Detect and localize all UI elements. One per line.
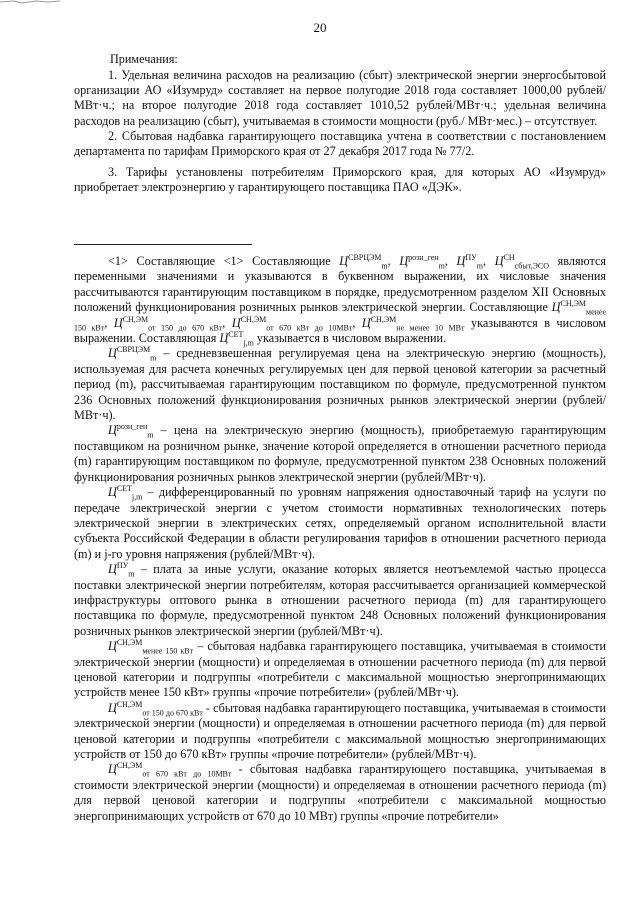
note-item: 3. Тарифы установлены потребителям Приморского края, для которых АО «Изумруд» приобретает электроэнергию у гарантирующего поставщика ПАО «ДЭК». bbox=[74, 165, 606, 195]
sub: m bbox=[128, 569, 135, 579]
symbol-c: Ц bbox=[456, 254, 466, 268]
page-number: 20 bbox=[313, 20, 327, 35]
sup: СН,ЭМ bbox=[116, 761, 143, 771]
sup: розн_ген bbox=[116, 422, 148, 432]
sub: m bbox=[150, 353, 157, 363]
footnote-text: являются переменными значениями и указываются в буквенном выражении, их числовые значения рассчитываются гарантирующим поставщиком в порядке, предусмотренном разделом XII Основных положений функционирования розничных рынков электрической энергии. Составляющие bbox=[74, 254, 606, 315]
sub: от 150 до 670 кВт bbox=[148, 323, 223, 333]
footnote-block bbox=[74, 254, 606, 824]
definition-text: – цена на электрическую энергию (мощность), приобретаемую гарантирующим поставщиком на розничном рынке, значение которой определяется в отношении расчетного периода (m) гарантирующим поставщиком по формуле, предусмотренной пунктом 238 Основных положений функционирования розничных рынков электрической энергии (рублей/МВт·ч). bbox=[74, 423, 606, 484]
sup: СН bbox=[503, 252, 515, 262]
footnote-text: указываются в числовом выражении. Составляющая bbox=[74, 315, 607, 346]
notes-heading: Примечания: bbox=[110, 52, 178, 66]
sup: СН,ЭМ bbox=[116, 699, 143, 709]
symbol-c: Ц bbox=[108, 485, 117, 500]
symbol-c: Ц bbox=[219, 331, 229, 346]
sub: не менее 10 МВт bbox=[396, 323, 465, 333]
symbol-c: Ц bbox=[231, 315, 241, 330]
sub: от 670 кВт до 10МВт bbox=[142, 769, 232, 779]
definition-svrcem bbox=[74, 346, 606, 423]
symbol-c: Ц bbox=[108, 762, 117, 777]
symbol-c: Ц bbox=[361, 315, 371, 330]
sup: СН,ЭМ bbox=[240, 314, 267, 324]
sup: СН,ЭМ bbox=[560, 299, 586, 309]
sub: j,m bbox=[243, 338, 254, 348]
symbol-c: Ц bbox=[494, 254, 504, 268]
sup: розн_ген bbox=[408, 252, 439, 262]
definition-less-150 bbox=[74, 639, 606, 701]
sub: m bbox=[438, 261, 445, 271]
symbol-c: Ц bbox=[108, 562, 117, 577]
notes-list bbox=[74, 68, 606, 196]
sup: ПУ bbox=[116, 561, 129, 571]
sup: СЕТ bbox=[228, 329, 244, 339]
sup: СВРЦЭМ bbox=[116, 345, 151, 355]
symbol-c: Ц bbox=[399, 254, 409, 268]
sub: менее 150 кВт bbox=[142, 646, 194, 656]
definition-text: – средневзвешенная регулируемая цена на электрическую энергию (мощность), используемая для расчета конечных регулируемых цен для первой ценовой категории за расчетный период (m), рассчитываемая гарантирующим поставщиком по формуле, предусмотренной пунктом 236 Основных положений функционирования розничных рынков электрической энергии (рублей/МВт·ч). bbox=[74, 346, 606, 423]
symbol-c: Ц bbox=[339, 254, 349, 268]
note-item: 2. Сбытовая надбавка гарантирующего поставщика учтена в соответствии с постановлением департамента по тарифам Приморского края от 27 декабря 2017 года № 77/2. bbox=[74, 128, 606, 159]
definition-pu bbox=[74, 562, 606, 639]
sub: от 670 кВт до 10МВт bbox=[266, 323, 353, 333]
sub: менее 150 кВт bbox=[74, 307, 606, 333]
symbol-c: Ц bbox=[551, 300, 561, 315]
symbol-c: Ц bbox=[108, 423, 117, 438]
scan-artifact bbox=[0, 0, 60, 6]
definition-text: – дифференцированный по уровням напряжения одноставочный тариф на услуги по передаче электрической энергии с учетом стоимости нормативных технологических потерь электрической энергии в электрических сетях, определяемый органом исполнительной власти субъекта Российской Федерации в области регулирования тарифов в отношении расчетного периода (m) и j-го уровня напряжения (рублей/МВт·ч). bbox=[74, 485, 606, 561]
symbol-c: Ц bbox=[108, 346, 117, 361]
footnote-separator bbox=[74, 244, 252, 245]
sup: СН,ЭМ bbox=[116, 638, 143, 648]
sup: СЕТ bbox=[116, 484, 132, 494]
sup: СН,ЭМ bbox=[370, 314, 397, 324]
sub: от 150 до 670 кВт bbox=[142, 708, 203, 718]
definition-set bbox=[74, 485, 606, 562]
footnote-text: указывается в числовом выражении. bbox=[253, 331, 447, 346]
symbol-c: Ц bbox=[108, 639, 117, 654]
definition-text: - сбытовая надбавка гарантирующего поставщика, учитываемая в стоимости электрической энергии (мощности) и определяемая в отношении расчетного периода (m) для первой ценовой категории и подгруппы «потребители с максимальной мощностью энергопринимающих устройств от 670 до 10 МВт) группы «прочие потребители» bbox=[74, 762, 607, 823]
definition-670-10 bbox=[74, 762, 606, 824]
sub: m bbox=[381, 261, 388, 271]
definition-text: – сбытовая надбавка гарантирующего поставщика, учитываемая в стоимости электрической энергии (мощности) и определяемая в отношении расчетного периода (m) для первой ценовой категории и подгруппы «потребители с максимальной мощностью энергопринимающих устройств менее 150 кВт» группы «прочие потребители» (рублей/МВт·ч). bbox=[74, 639, 606, 700]
definition-text: – плата за иные услуги, оказание которых является неотъемлемой частью процесса поставки электрической энергии потребителям, которая рассчитывается организацией коммерческой инфраструктуры оптового рынка в отношении расчетного периода (m) для гарантирующего поставщика по формуле, предусмотренной пунктом 248 Основных положений функционирования розничных рынков электрической энергии (рублей/МВт·ч). bbox=[74, 562, 606, 638]
footnote-intro: <1> Составляющие <1> Составляющие $Ц^{СВРЦЭМ}_m$, $Ц^{розн\_ген}_m$, $Ц^{ПУ}_m$, $Ц^{СН}_{сбыт,ЭСО}$ являются переменными значениями и указываются в буквенном выражении, их числовые значения рассчитываются гарантирующим поставщиком в порядке, предусмотренном разделом XII Основных положений функционирования розничных рынков электрической энергии. Составляющие $Ц^{СН,ЭМ}_{менее 150 кВт}$, $Ц^{СН,ЭМ}_{от 150 до 670 кВт}$, $Ц^{СН,ЭМ}_{от 670 кВт до 10МВт}$, $Ц^{СН,ЭМ}_{не менее 10 МВт}$ указываются в числовом выражении. Составляющая $Ц^{СЕТ}_{j,m}$ указывается в числовом выражении. bbox=[74, 252, 607, 348]
sup: ПУ bbox=[465, 252, 477, 262]
definition-rozn-gen bbox=[74, 423, 606, 485]
sup: СН,ЭМ bbox=[122, 314, 149, 324]
sub: m bbox=[476, 261, 484, 271]
definition-150-670 bbox=[74, 701, 606, 763]
sub: сбыт,ЭСО bbox=[514, 261, 550, 271]
sup: СВРЦЭМ bbox=[348, 252, 382, 262]
footnote-text: <1> Составляющие <1> Составляющие bbox=[108, 254, 340, 268]
symbol-c: Ц bbox=[108, 700, 117, 715]
definition-text: - сбытовая надбавка гарантирующего поставщика, учитываемая в стоимости электрической энергии (мощности) и определяемая в отношении расчетного периода (m) для первой ценовой категории и подгруппы «потребители с максимальной мощностью энергопринимающих устройств от 150 до 670 кВт» группы «прочие потребители» (рублей/МВт·ч). bbox=[74, 700, 606, 761]
sub: j,m bbox=[131, 492, 143, 502]
symbol-c: Ц bbox=[113, 315, 123, 330]
sub: m bbox=[147, 430, 154, 440]
note-item: 1. Удельная величина расходов на реализацию (сбыт) электрической энергии энергосбытовой организации АО «Изумруд» составляет на первое полугодие 2018 года составляет 1000,00 рублей/МВт·ч.; на второе полугодие 2018 года составляет 1010,52 рублей/МВт·ч.; удельная величина расходов на реализацию (сбыт), учитываемая в стоимости мощности (руб./ МВт·мес.) – отсутствует. bbox=[74, 68, 606, 128]
